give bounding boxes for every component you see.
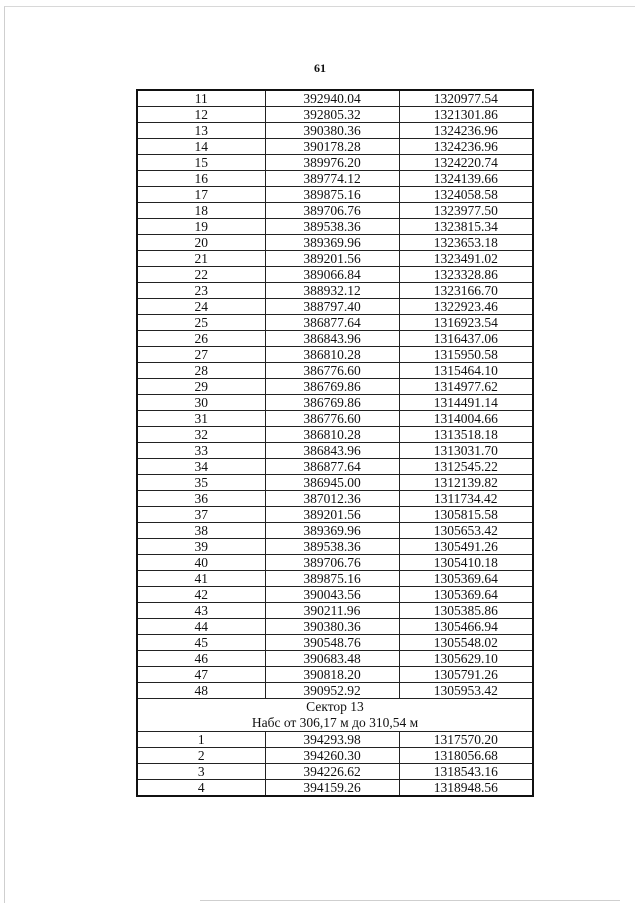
table-row: [137, 427, 533, 443]
sector-header-row: [137, 699, 533, 732]
point-number-cell: 11: [137, 90, 265, 107]
x-coordinate-cell: 386776.60: [265, 363, 399, 379]
y-coordinate-cell: 1314491.14: [399, 395, 533, 411]
table-row: [137, 219, 533, 235]
x-coordinate-cell: 390818.20: [265, 667, 399, 683]
table-row: [137, 187, 533, 203]
table-row: [137, 459, 533, 475]
x-coordinate-cell: 394226.62: [265, 764, 399, 780]
sector-subtitle: Набс от 306,17 м до 310,54 м: [251, 715, 419, 730]
table-row: [137, 587, 533, 603]
table-row: [137, 635, 533, 651]
x-coordinate-cell: 386810.28: [265, 427, 399, 443]
y-coordinate-cell: 1314977.62: [399, 379, 533, 395]
x-coordinate-cell: 390043.56: [265, 587, 399, 603]
y-coordinate-cell: 1324236.96: [399, 139, 533, 155]
point-number-cell: 44: [137, 619, 265, 635]
coordinates-table: [136, 89, 534, 797]
table-row: [137, 299, 533, 315]
point-number-cell: 18: [137, 203, 265, 219]
x-coordinate-cell: 389369.96: [265, 523, 399, 539]
x-coordinate-cell: 390683.48: [265, 651, 399, 667]
x-coordinate-cell: 394159.26: [265, 780, 399, 797]
table-row: [137, 683, 533, 699]
table-row: [137, 379, 533, 395]
point-number-cell: 4: [137, 780, 265, 797]
table-row: [137, 283, 533, 299]
table-row: [137, 251, 533, 267]
point-number-cell: 39: [137, 539, 265, 555]
x-coordinate-cell: 390548.76: [265, 635, 399, 651]
point-number-cell: 23: [137, 283, 265, 299]
y-coordinate-cell: 1315464.10: [399, 363, 533, 379]
point-number-cell: 16: [137, 171, 265, 187]
point-number-cell: 45: [137, 635, 265, 651]
table-row: [137, 732, 533, 748]
y-coordinate-cell: 1323166.70: [399, 283, 533, 299]
x-coordinate-cell: 389201.56: [265, 251, 399, 267]
table-row: [137, 315, 533, 331]
y-coordinate-cell: 1312545.22: [399, 459, 533, 475]
sector-header: [137, 699, 533, 732]
y-coordinate-cell: 1323977.50: [399, 203, 533, 219]
x-coordinate-cell: 390380.36: [265, 123, 399, 139]
point-number-cell: 17: [137, 187, 265, 203]
table-row: [137, 155, 533, 171]
y-coordinate-cell: 1311734.42: [399, 491, 533, 507]
y-coordinate-cell: 1323815.34: [399, 219, 533, 235]
point-number-cell: 29: [137, 379, 265, 395]
x-coordinate-cell: 386769.86: [265, 379, 399, 395]
point-number-cell: 38: [137, 523, 265, 539]
y-coordinate-cell: 1313518.18: [399, 427, 533, 443]
point-number-cell: 32: [137, 427, 265, 443]
x-coordinate-cell: 394293.98: [265, 732, 399, 748]
x-coordinate-cell: 390952.92: [265, 683, 399, 699]
x-coordinate-cell: 386945.00: [265, 475, 399, 491]
x-coordinate-cell: 386877.64: [265, 459, 399, 475]
y-coordinate-cell: 1305815.58: [399, 507, 533, 523]
point-number-cell: 47: [137, 667, 265, 683]
table-row: [137, 748, 533, 764]
sector-title: Сектор 13: [306, 699, 364, 714]
y-coordinate-cell: 1323653.18: [399, 235, 533, 251]
y-coordinate-cell: 1318543.16: [399, 764, 533, 780]
y-coordinate-cell: 1305653.42: [399, 523, 533, 539]
table-row: [137, 571, 533, 587]
table-row: [137, 475, 533, 491]
x-coordinate-cell: 390380.36: [265, 619, 399, 635]
table-row: [137, 651, 533, 667]
point-number-cell: 46: [137, 651, 265, 667]
x-coordinate-cell: 386877.64: [265, 315, 399, 331]
point-number-cell: 35: [137, 475, 265, 491]
y-coordinate-cell: 1305466.94: [399, 619, 533, 635]
y-coordinate-cell: 1322923.46: [399, 299, 533, 315]
x-coordinate-cell: 389538.36: [265, 539, 399, 555]
point-number-cell: 31: [137, 411, 265, 427]
y-coordinate-cell: 1315950.58: [399, 347, 533, 363]
point-number-cell: 1: [137, 732, 265, 748]
y-coordinate-cell: 1305791.26: [399, 667, 533, 683]
y-coordinate-cell: 1318948.56: [399, 780, 533, 797]
y-coordinate-cell: 1314004.66: [399, 411, 533, 427]
point-number-cell: 42: [137, 587, 265, 603]
table-row: [137, 363, 533, 379]
point-number-cell: 40: [137, 555, 265, 571]
page-number: 61: [314, 61, 326, 75]
x-coordinate-cell: 389875.16: [265, 187, 399, 203]
y-coordinate-cell: 1305491.26: [399, 539, 533, 555]
table-row: [137, 347, 533, 363]
x-coordinate-cell: 389875.16: [265, 571, 399, 587]
x-coordinate-cell: 390178.28: [265, 139, 399, 155]
table-row: [137, 107, 533, 123]
table-row: [137, 331, 533, 347]
table-row: [137, 555, 533, 571]
y-coordinate-cell: 1321301.86: [399, 107, 533, 123]
y-coordinate-cell: 1317570.20: [399, 732, 533, 748]
y-coordinate-cell: 1323328.86: [399, 267, 533, 283]
x-coordinate-cell: 392940.04: [265, 90, 399, 107]
table-row: [137, 90, 533, 107]
point-number-cell: 14: [137, 139, 265, 155]
table-row: [137, 171, 533, 187]
point-number-cell: 20: [137, 235, 265, 251]
y-coordinate-cell: 1318056.68: [399, 748, 533, 764]
table-row: [137, 443, 533, 459]
point-number-cell: 43: [137, 603, 265, 619]
point-number-cell: 36: [137, 491, 265, 507]
table-row: [137, 619, 533, 635]
y-coordinate-cell: 1316923.54: [399, 315, 533, 331]
table-row: [137, 267, 533, 283]
x-coordinate-cell: 389706.76: [265, 555, 399, 571]
point-number-cell: 28: [137, 363, 265, 379]
point-number-cell: 34: [137, 459, 265, 475]
x-coordinate-cell: 389066.84: [265, 267, 399, 283]
x-coordinate-cell: 386769.86: [265, 395, 399, 411]
x-coordinate-cell: 389774.12: [265, 171, 399, 187]
y-coordinate-cell: 1305410.18: [399, 555, 533, 571]
y-coordinate-cell: 1305953.42: [399, 683, 533, 699]
y-coordinate-cell: 1313031.70: [399, 443, 533, 459]
x-coordinate-cell: 389976.20: [265, 155, 399, 171]
y-coordinate-cell: 1312139.82: [399, 475, 533, 491]
table-row: [137, 203, 533, 219]
x-coordinate-cell: 394260.30: [265, 748, 399, 764]
x-coordinate-cell: 389201.56: [265, 507, 399, 523]
point-number-cell: 27: [137, 347, 265, 363]
table-row: [137, 507, 533, 523]
point-number-cell: 12: [137, 107, 265, 123]
point-number-cell: 41: [137, 571, 265, 587]
table-row: [137, 139, 533, 155]
coordinates-table-body: [137, 90, 533, 796]
table-row: [137, 539, 533, 555]
x-coordinate-cell: 386810.28: [265, 347, 399, 363]
y-coordinate-cell: 1320977.54: [399, 90, 533, 107]
y-coordinate-cell: 1305548.02: [399, 635, 533, 651]
x-coordinate-cell: 389706.76: [265, 203, 399, 219]
y-coordinate-cell: 1323491.02: [399, 251, 533, 267]
x-coordinate-cell: 388797.40: [265, 299, 399, 315]
table-row: [137, 523, 533, 539]
y-coordinate-cell: 1305369.64: [399, 587, 533, 603]
y-coordinate-cell: 1316437.06: [399, 331, 533, 347]
point-number-cell: 15: [137, 155, 265, 171]
point-number-cell: 37: [137, 507, 265, 523]
y-coordinate-cell: 1305369.64: [399, 571, 533, 587]
table-row: [137, 667, 533, 683]
y-coordinate-cell: 1324058.58: [399, 187, 533, 203]
point-number-cell: 26: [137, 331, 265, 347]
x-coordinate-cell: 386843.96: [265, 331, 399, 347]
y-coordinate-cell: 1324236.96: [399, 123, 533, 139]
y-coordinate-cell: 1305629.10: [399, 651, 533, 667]
table-row: [137, 123, 533, 139]
x-coordinate-cell: 387012.36: [265, 491, 399, 507]
table-row: [137, 603, 533, 619]
point-number-cell: 21: [137, 251, 265, 267]
table-row: [137, 395, 533, 411]
table-row: [137, 491, 533, 507]
point-number-cell: 24: [137, 299, 265, 315]
point-number-cell: 25: [137, 315, 265, 331]
y-coordinate-cell: 1305385.86: [399, 603, 533, 619]
x-coordinate-cell: 386776.60: [265, 411, 399, 427]
point-number-cell: 2: [137, 748, 265, 764]
point-number-cell: 19: [137, 219, 265, 235]
x-coordinate-cell: 389538.36: [265, 219, 399, 235]
x-coordinate-cell: 390211.96: [265, 603, 399, 619]
point-number-cell: 33: [137, 443, 265, 459]
y-coordinate-cell: 1324220.74: [399, 155, 533, 171]
point-number-cell: 13: [137, 123, 265, 139]
x-coordinate-cell: 386843.96: [265, 443, 399, 459]
point-number-cell: 30: [137, 395, 265, 411]
x-coordinate-cell: 388932.12: [265, 283, 399, 299]
point-number-cell: 3: [137, 764, 265, 780]
table-row: [137, 235, 533, 251]
page-bottom-edge: [200, 900, 620, 901]
table-row: [137, 780, 533, 797]
point-number-cell: 48: [137, 683, 265, 699]
y-coordinate-cell: 1324139.66: [399, 171, 533, 187]
x-coordinate-cell: 389369.96: [265, 235, 399, 251]
table-row: [137, 411, 533, 427]
x-coordinate-cell: 392805.32: [265, 107, 399, 123]
table-row: [137, 764, 533, 780]
point-number-cell: 22: [137, 267, 265, 283]
